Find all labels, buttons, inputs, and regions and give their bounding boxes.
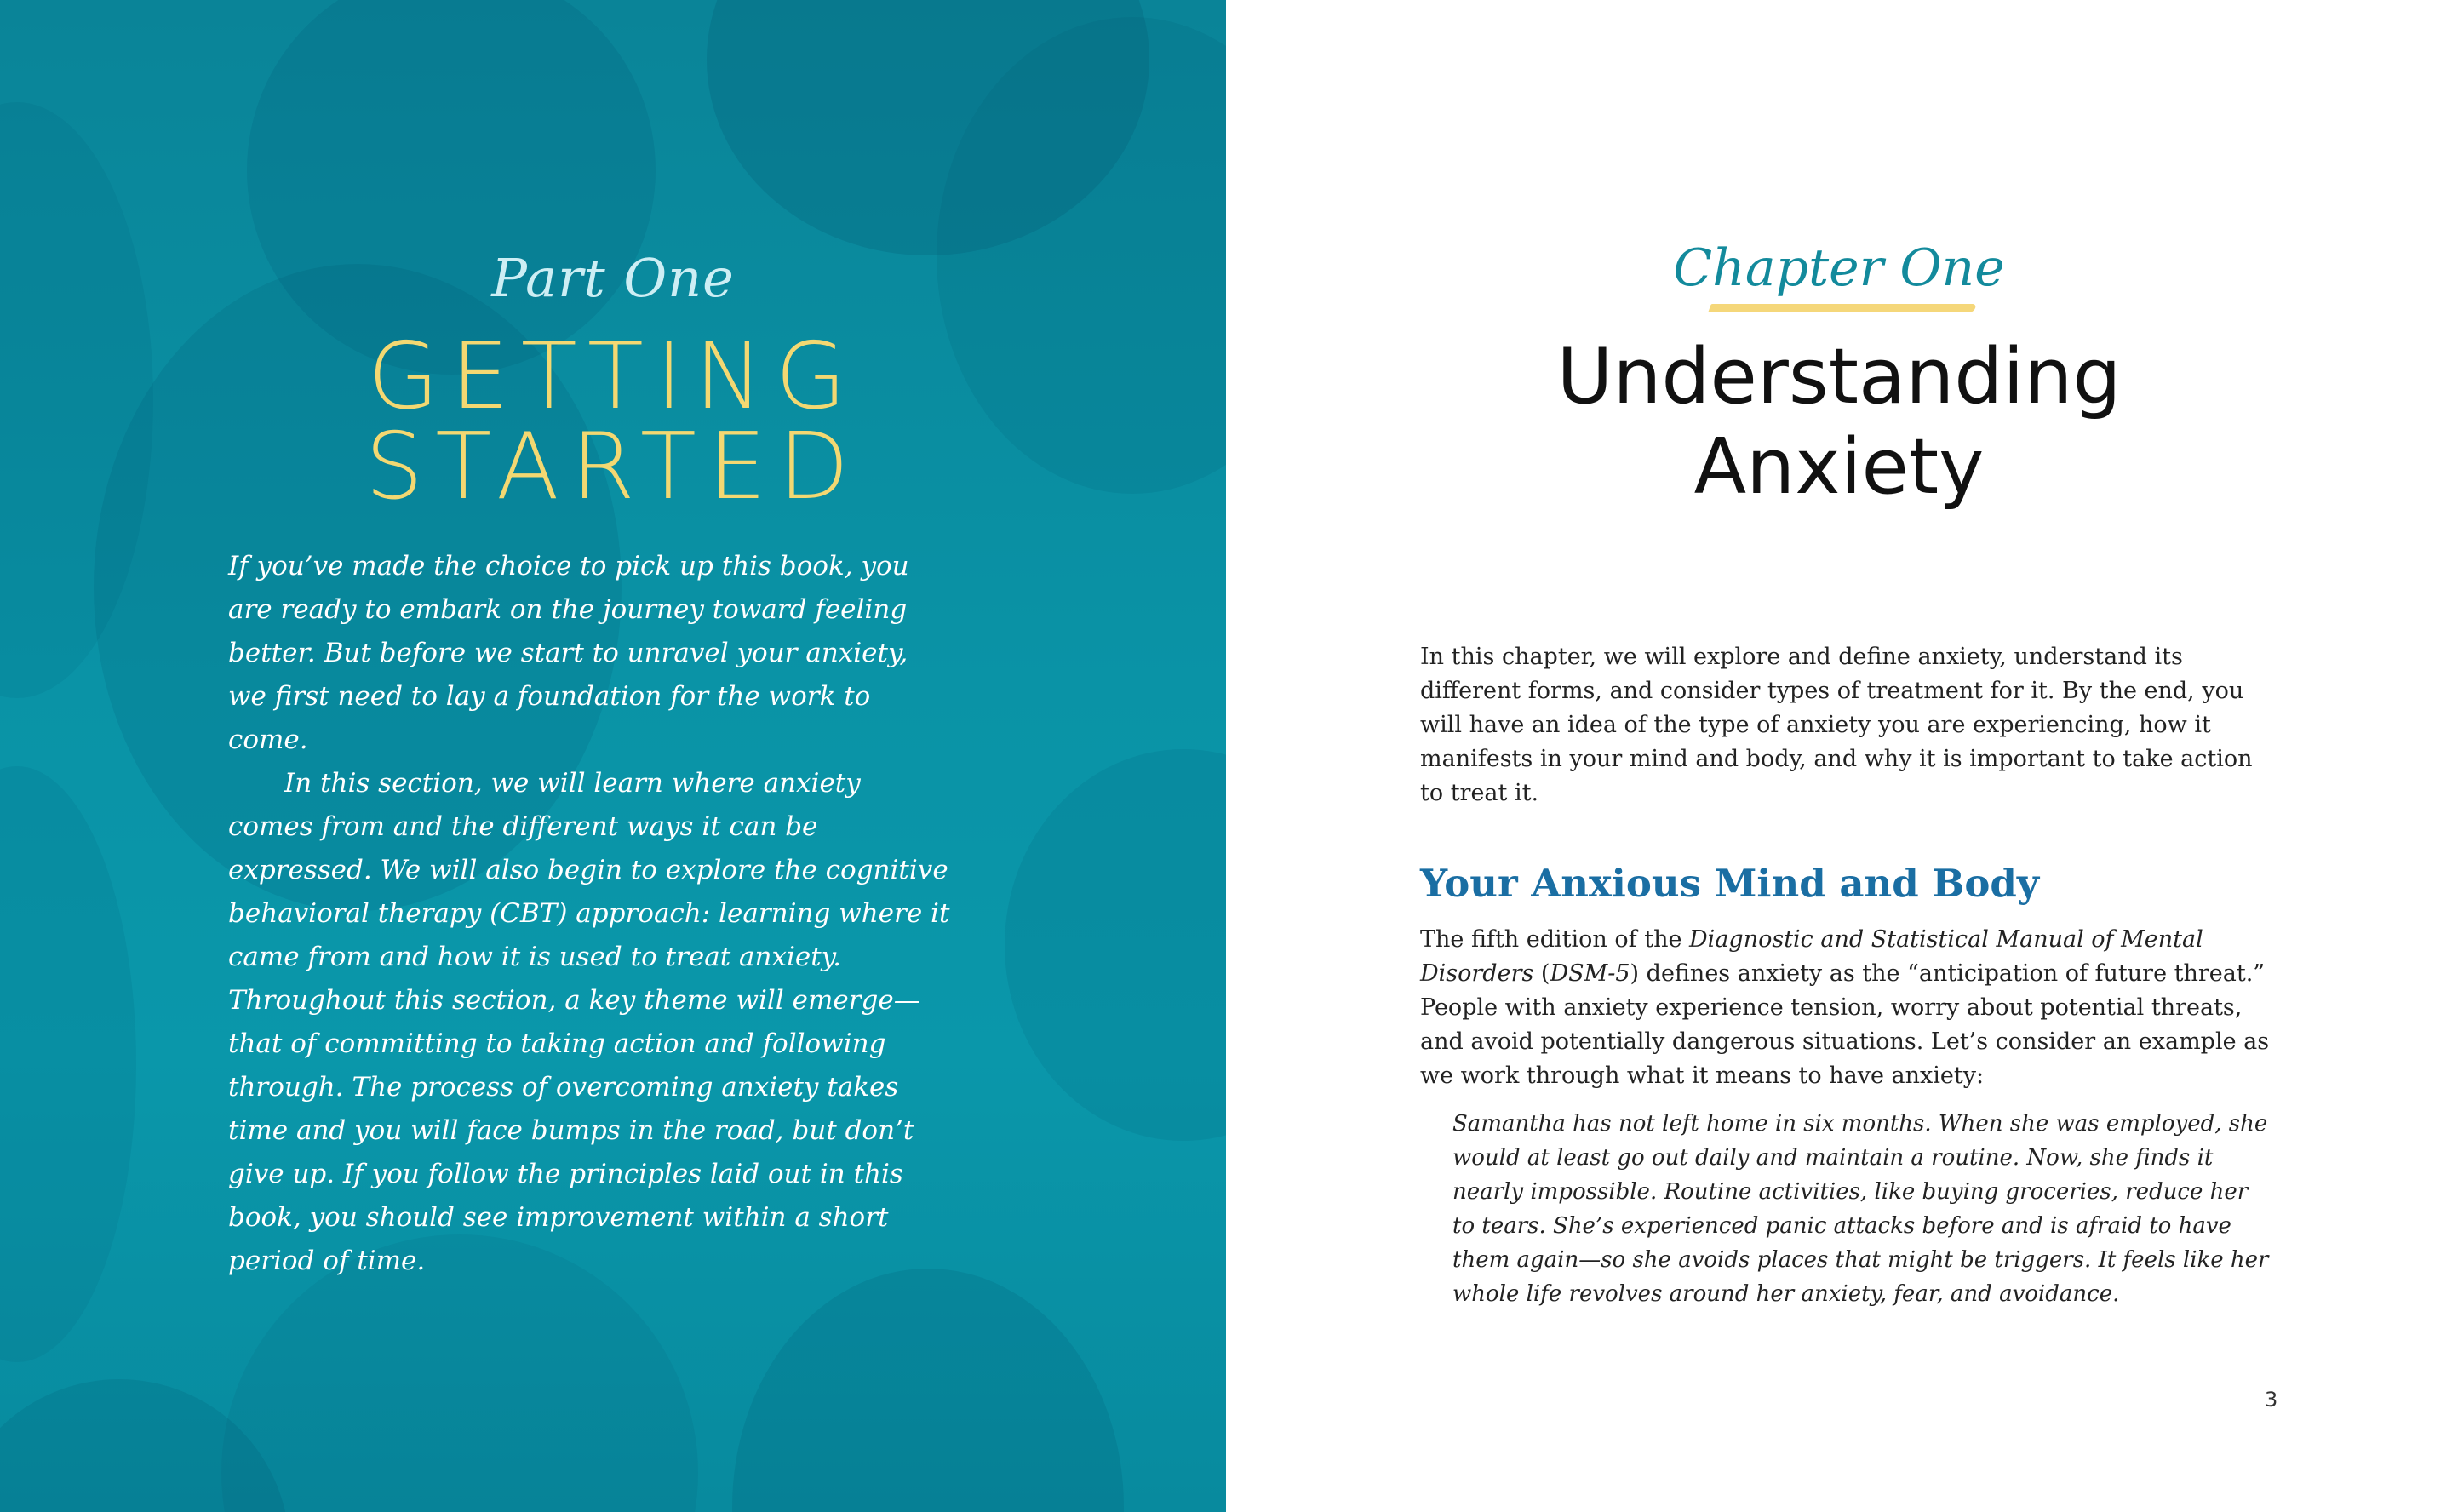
page-number: 3 [2265,1388,2278,1412]
chapter-intro-paragraph: In this chapter, we will explore and define anxiety, understand its different forms, and consider types of treatment for it. By the end, you will have an idea of the type of anxiety you are experiencing, how it manifests in your mind and body, and why it is important to take action to treat it. [1420,644,2253,806]
right-page-chapter-opener [1226,0,2452,1512]
section-heading: Your Anxious Mind and Body [1420,861,2040,906]
body-text: The fifth edition of the [1420,926,1690,953]
chapter-title-line: Anxiety [1693,422,1985,512]
part-label: Part One [491,247,735,309]
chapter-title-line: Understanding [1556,332,2122,421]
part-title-line: GETTING [367,324,859,430]
background-circle [732,1269,1124,1512]
part-intro-text [228,545,952,1283]
example-quote: Samantha has not left home in six months. When she was employed, she would at least go out daily and maintain a routine. Now, she finds it nearly impossible. Routine activities, like buying groceries, reduce her to tears. She’s experienced panic attacks before and is afraid to have them again—so she avoids places that might be triggers. It feels like her whole life revolves around her anxiety, fear, and avoidance. [1452,1111,2269,1307]
body-text: ( [1533,960,1550,987]
intro-paragraph: In this section, we will learn where anxiety comes from and the different ways it can be expressed. We will also begin to explore the cognitive behavioral therapy (CBT) approach: learning where it came from and how it is used to treat anxiety. Throughout this section, a key theme will emerge—that of committing to taking action and following through. The process of overcoming anxiety takes time and you will face bumps in the road, but don’t give up. If you follow the principles laid out in this book, you should see improvement within a short period of time. [228,768,950,1276]
background-circle [0,766,136,1362]
part-title-line: STARTED [364,414,862,520]
body-paragraph [1420,923,2272,1093]
chapter-label: Chapter One [1673,238,2005,298]
book-title-italic: Diagnostic and Statistical Manual of Mental Disorders [1420,926,2203,987]
chapter-title [1226,332,2452,513]
abbreviation-italic: DSM-5 [1550,960,1630,987]
intro-paragraph: If you’ve made the choice to pick up this book, you are ready to embark on the journey toward feeling better. But before we start to unravel your anxiety, we first need to lay a foundation for the work to come. [228,551,909,755]
part-title [0,324,1226,520]
background-circle [1005,749,1226,1141]
chapter-body [1420,640,2272,1311]
brush-underline-decoration [1708,304,1977,312]
body-text: ) defines anxiety as the “anticipation of future threat.” People with anxiety experience tension, worry about potential threats, and avoid potentially dangerous situations. Let’s consider an example as we work through what it means to have anxiety: [1420,960,2270,1089]
